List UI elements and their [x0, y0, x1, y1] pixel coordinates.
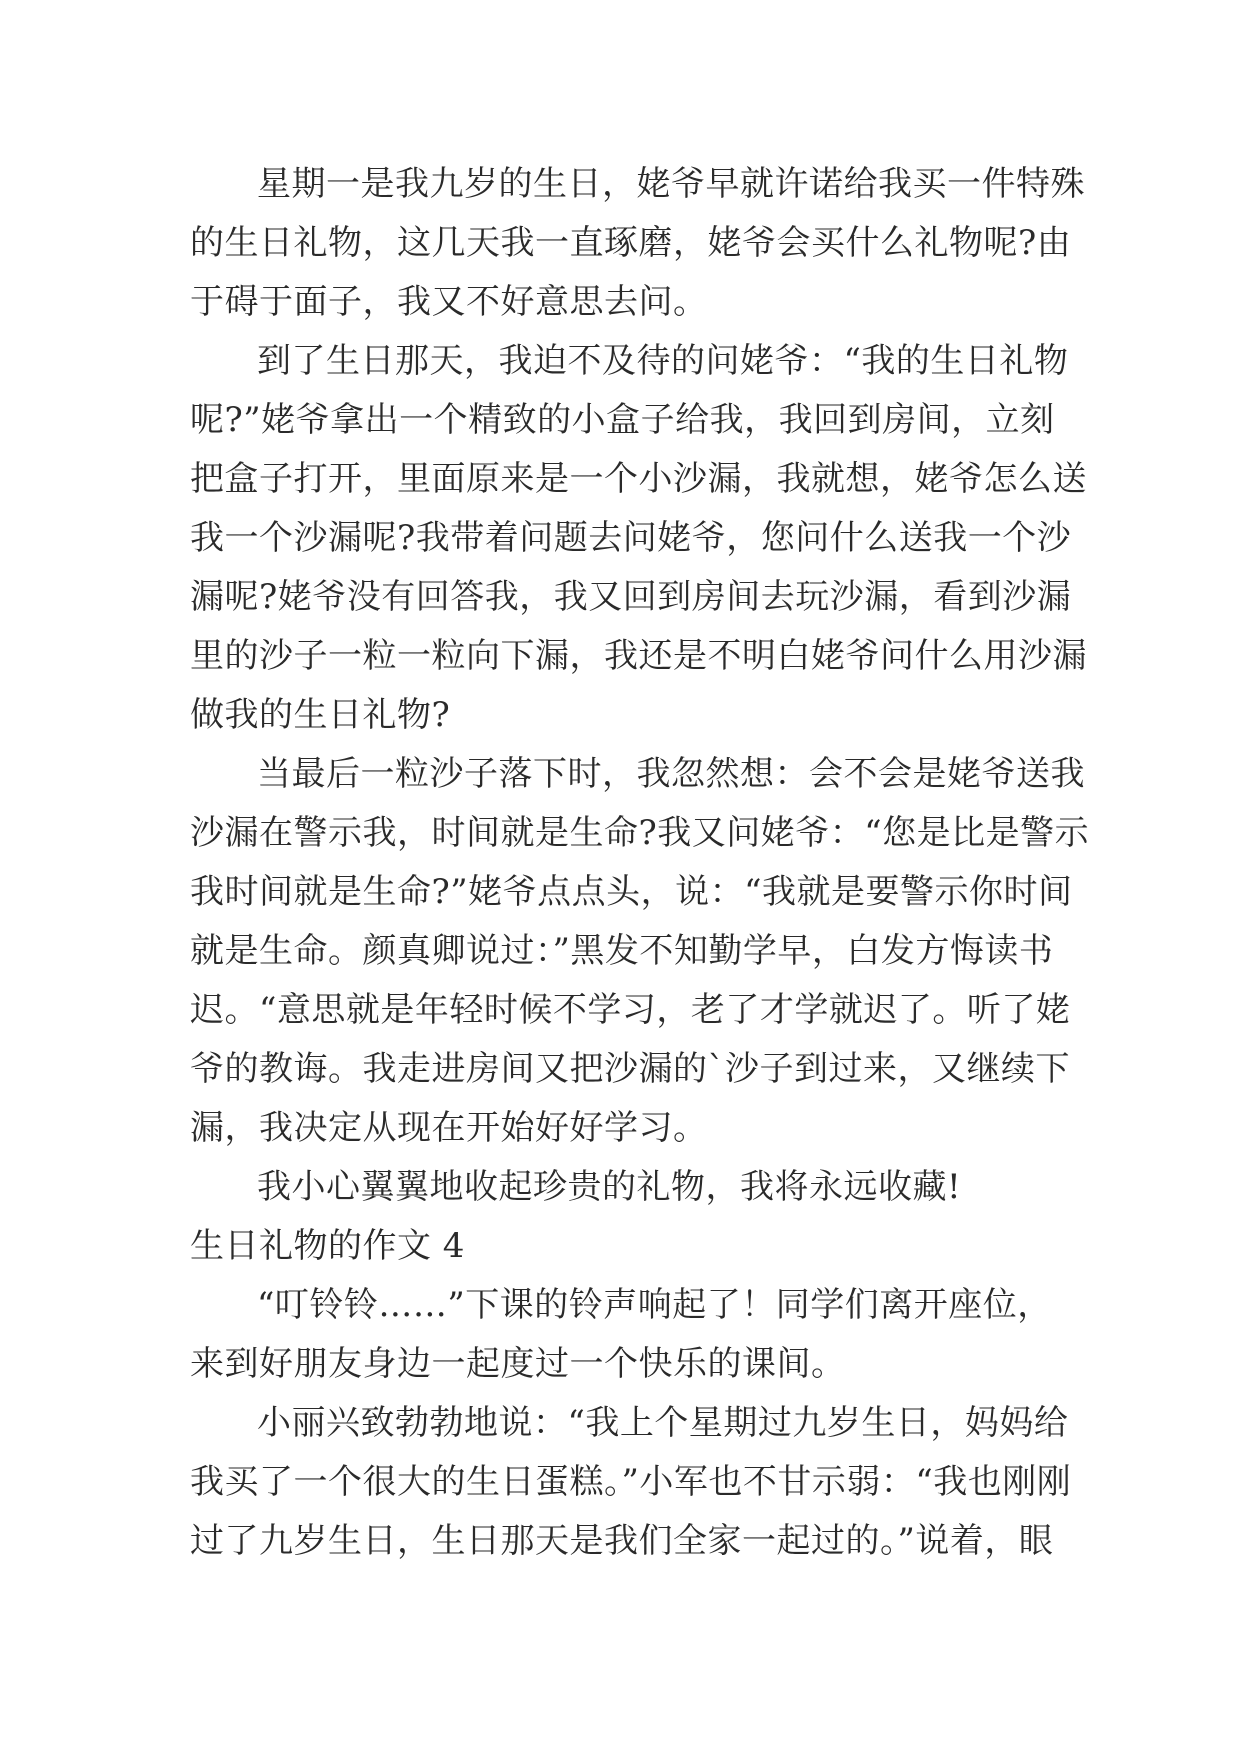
text-line	[0, 685, 1241, 745]
text-line	[0, 1452, 1241, 1512]
paragraph-2-line-7: 做我的生日礼物?	[190, 695, 451, 735]
text-line	[0, 1334, 1241, 1394]
paragraph-1-line-2: 的生日礼物，这几天我一直琢磨，姥爷会买什么礼物呢?由	[190, 223, 1072, 263]
text-line	[0, 390, 1241, 450]
paragraph-4-line-1: 我小心翼翼地收起珍贵的礼物，我将永远收藏!	[257, 1167, 962, 1207]
paragraph-3-line-6: 爷的教诲。我走进房间又把沙漏的`沙子到过来，又继续下	[190, 1049, 1070, 1089]
paragraph-6-line-3: 过了九岁生日，生日那天是我们全家一起过的。”说着，眼	[190, 1521, 1054, 1561]
text-line	[0, 803, 1241, 863]
paragraph-2-line-4: 我一个沙漏呢?我带着问题去问姥爷，您问什么送我一个沙	[190, 518, 1072, 558]
paragraph-3-line-1: 当最后一粒沙子落下时，我忽然想：会不会是姥爷送我	[257, 754, 1085, 794]
text-line	[0, 1275, 1241, 1335]
text-line	[0, 331, 1241, 391]
text-line	[0, 1157, 1241, 1217]
text-line	[0, 980, 1241, 1040]
text-line	[0, 1511, 1241, 1571]
text-line	[0, 508, 1241, 568]
paragraph-3-line-3: 我时间就是生命?”姥爷点点头，说：“我就是要警示你时间	[190, 872, 1073, 912]
text-line	[0, 272, 1241, 332]
paragraph-1-line-3: 于碍于面子，我又不好意思去问。	[190, 282, 708, 322]
paragraph-6-line-2: 我买了一个很大的生日蛋糕。”小军也不甘示弱：“我也刚刚	[190, 1462, 1072, 1502]
paragraph-3-line-5: 迟。“意思就是年轻时候不学习，老了才学就迟了。听了姥	[190, 990, 1071, 1030]
paragraph-2-line-3: 把盒子打开，里面原来是一个小沙漏，我就想，姥爷怎么送	[190, 459, 1087, 499]
paragraph-1-line-1: 星期一是我九岁的生日，姥爷早就许诺给我买一件特殊	[257, 164, 1085, 204]
paragraph-2-line-2: 呢?”姥爷拿出一个精致的小盒子给我，我回到房间，立刻	[190, 400, 1055, 440]
paragraph-3-line-2: 沙漏在警示我，时间就是生命?我又问姥爷：“您是比是警示	[190, 813, 1090, 853]
paragraph-3-line-4: 就是生命。颜真卿说过：”黑发不知勤学早，白发方悔读书	[190, 931, 1054, 971]
text-line	[0, 744, 1241, 804]
paragraph-2-line-6: 里的沙子一粒一粒向下漏，我还是不明白姥爷问什么用沙漏	[190, 636, 1087, 676]
text-line	[0, 626, 1241, 686]
text-line	[0, 862, 1241, 922]
essay-title: 生日礼物的作文 4	[190, 1226, 465, 1266]
text-line	[0, 213, 1241, 273]
text-line	[0, 921, 1241, 981]
text-line	[0, 1098, 1241, 1158]
text-line	[0, 154, 1241, 214]
paragraph-5-line-2: 来到好朋友身边一起度过一个快乐的课间。	[190, 1344, 846, 1384]
paragraph-6-line-1: 小丽兴致勃勃地说：“我上个星期过九岁生日，妈妈给	[257, 1403, 1069, 1443]
section-heading	[0, 1216, 1241, 1276]
paragraph-2-line-5: 漏呢?姥爷没有回答我，我又回到房间去玩沙漏，看到沙漏	[190, 577, 1072, 617]
paragraph-5-line-1: “叮铃铃……”下课的铃声响起了！同学们离开座位，	[257, 1285, 1052, 1325]
paragraph-3-line-7: 漏，我决定从现在开始好好学习。	[190, 1108, 708, 1148]
paragraph-2-line-1: 到了生日那天，我迫不及待的问姥爷：“我的生日礼物	[257, 341, 1069, 381]
text-line	[0, 449, 1241, 509]
text-line	[0, 567, 1241, 627]
text-line	[0, 1039, 1241, 1099]
text-line	[0, 1393, 1241, 1453]
